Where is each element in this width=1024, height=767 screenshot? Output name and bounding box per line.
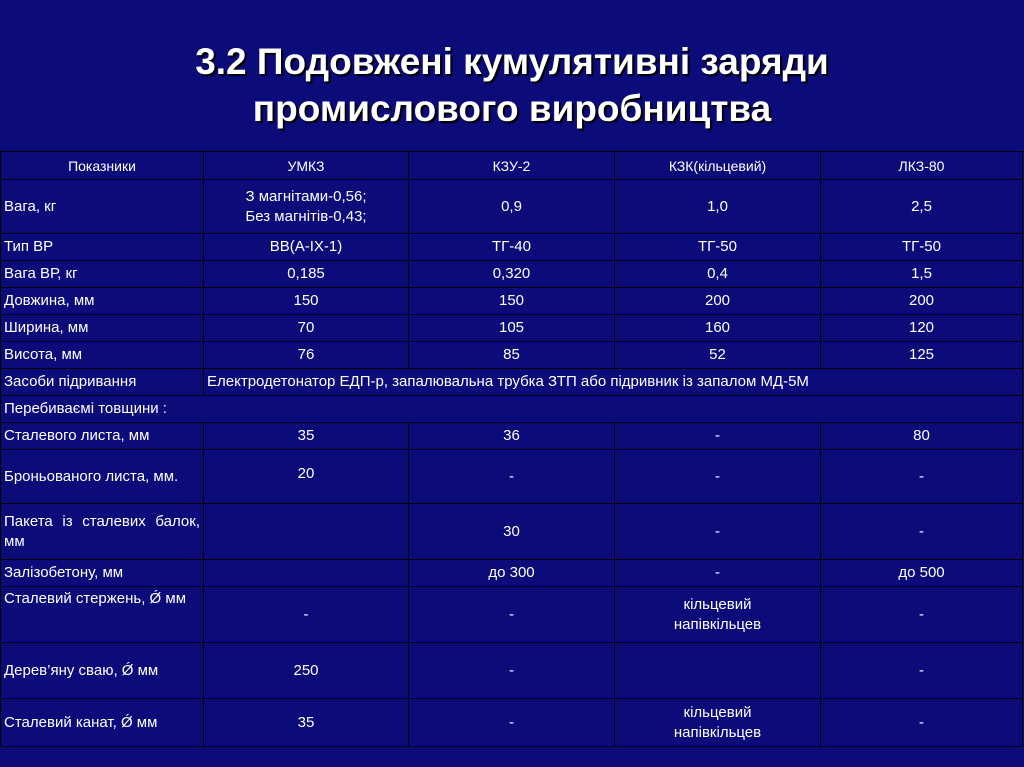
table-cell: - <box>821 587 1023 643</box>
table-cell: - <box>615 423 821 450</box>
table-cell: 125 <box>821 342 1023 369</box>
table-cell <box>615 643 821 699</box>
table-cell: 1,0 <box>615 180 821 234</box>
table-cell: до 300 <box>409 560 615 587</box>
table-cell: 70 <box>204 315 409 342</box>
table-cell: - <box>409 699 615 747</box>
row-label: Ширина, мм <box>1 315 204 342</box>
table-cell: 120 <box>821 315 1023 342</box>
header-cell: Показники <box>1 152 204 180</box>
table-cell: ВВ(А-ІХ-1) <box>204 234 409 261</box>
table-row <box>1 504 1023 560</box>
table-cell: - <box>409 587 615 643</box>
table-cell: - <box>821 504 1023 560</box>
table-cell: ТГ-50 <box>615 234 821 261</box>
cell-line: напівкільцев <box>673 615 762 633</box>
table-cell: 150 <box>204 288 409 315</box>
row-label: Висота, мм <box>1 342 204 369</box>
row-label: Пакета із сталевих балок, мм <box>1 504 204 560</box>
table-cell: 85 <box>409 342 615 369</box>
table-cell: 35 <box>204 699 409 747</box>
table-cell: 150 <box>409 288 615 315</box>
row-label: Дерев’яну сваю, Ǿ мм <box>1 643 204 699</box>
table-row <box>1 315 1023 342</box>
table-cell: 35 <box>204 423 409 450</box>
table-row <box>1 180 1023 234</box>
table-cell: до 500 <box>821 560 1023 587</box>
table-cell <box>204 180 409 234</box>
table-cell: 80 <box>821 423 1023 450</box>
table-cell: 2,5 <box>821 180 1023 234</box>
table-cell <box>615 699 821 747</box>
table-cell: - <box>821 450 1023 504</box>
table-cell: 200 <box>821 288 1023 315</box>
table-cell: 160 <box>615 315 821 342</box>
table-row <box>1 342 1023 369</box>
table-cell: 0,4 <box>615 261 821 288</box>
title-line-2: промислового виробництва <box>252 88 772 129</box>
table-cell: ТГ-40 <box>409 234 615 261</box>
table-cell: 1,5 <box>821 261 1023 288</box>
table-cell: 52 <box>615 342 821 369</box>
charges-table <box>0 151 1023 747</box>
table-row <box>1 423 1023 450</box>
row-label: Броньованого листа, мм. <box>1 450 204 504</box>
table-cell: 20 <box>204 450 409 504</box>
table-cell: - <box>409 450 615 504</box>
table-row <box>1 560 1023 587</box>
row-label: Вага ВР, кг <box>1 261 204 288</box>
title-line-1: 3.2 Подовжені кумулятивні заряди <box>195 41 829 82</box>
spanning-cell: Електродетонатор ЕДП-р, запалювальна трубка ЗТП або підривник із запалом МД-5М <box>204 369 1023 396</box>
cell-line: З магнітами-0,56; <box>245 187 367 205</box>
table-cell: 36 <box>409 423 615 450</box>
table-cell: 0,185 <box>204 261 409 288</box>
slide-title <box>0 38 1024 132</box>
table-cell: 30 <box>409 504 615 560</box>
row-label: Вага, кг <box>1 180 204 234</box>
row-label: Сталевого листа, мм <box>1 423 204 450</box>
table-row <box>1 234 1023 261</box>
table-cell: - <box>204 587 409 643</box>
table-cell: - <box>409 643 615 699</box>
table-cell: - <box>821 643 1023 699</box>
table-row <box>1 288 1023 315</box>
table-row <box>1 369 1023 396</box>
table-cell: - <box>615 560 821 587</box>
table-cell: - <box>615 450 821 504</box>
table-header-row <box>1 152 1023 180</box>
table-cell: 250 <box>204 643 409 699</box>
table-row <box>1 699 1023 747</box>
table-cell <box>204 504 409 560</box>
row-label: Сталевий стержень, Ǿ мм <box>1 587 204 643</box>
table-row <box>1 261 1023 288</box>
table-cell: 105 <box>409 315 615 342</box>
row-label: Засоби підривання <box>1 369 204 396</box>
table-row <box>1 396 1023 423</box>
table-row <box>1 587 1023 643</box>
row-label: Сталевий канат, Ǿ мм <box>1 699 204 747</box>
cell-line: кільцевий <box>683 595 752 613</box>
header-cell: УМКЗ <box>204 152 409 180</box>
cell-line: напівкільцев <box>673 723 762 741</box>
row-label: Тип ВР <box>1 234 204 261</box>
table-cell: 200 <box>615 288 821 315</box>
row-label: Залізобетону, мм <box>1 560 204 587</box>
cell-line: Без магнітів-0,43; <box>245 207 367 225</box>
section-label: Перебиваємі товщини : <box>1 396 1023 423</box>
table-cell <box>204 560 409 587</box>
row-label: Довжина, мм <box>1 288 204 315</box>
table-cell: 76 <box>204 342 409 369</box>
table-cell: ТГ-50 <box>821 234 1023 261</box>
header-cell: КЗК(кільцевий) <box>615 152 821 180</box>
table-cell: 0,320 <box>409 261 615 288</box>
table-cell: 0,9 <box>409 180 615 234</box>
table-cell <box>615 587 821 643</box>
header-cell: КЗУ-2 <box>409 152 615 180</box>
table-cell: - <box>615 504 821 560</box>
table-row <box>1 450 1023 504</box>
table-cell: - <box>821 699 1023 747</box>
table-row <box>1 643 1023 699</box>
cell-line: кільцевий <box>683 703 752 721</box>
header-cell: ЛКЗ-80 <box>821 152 1023 180</box>
